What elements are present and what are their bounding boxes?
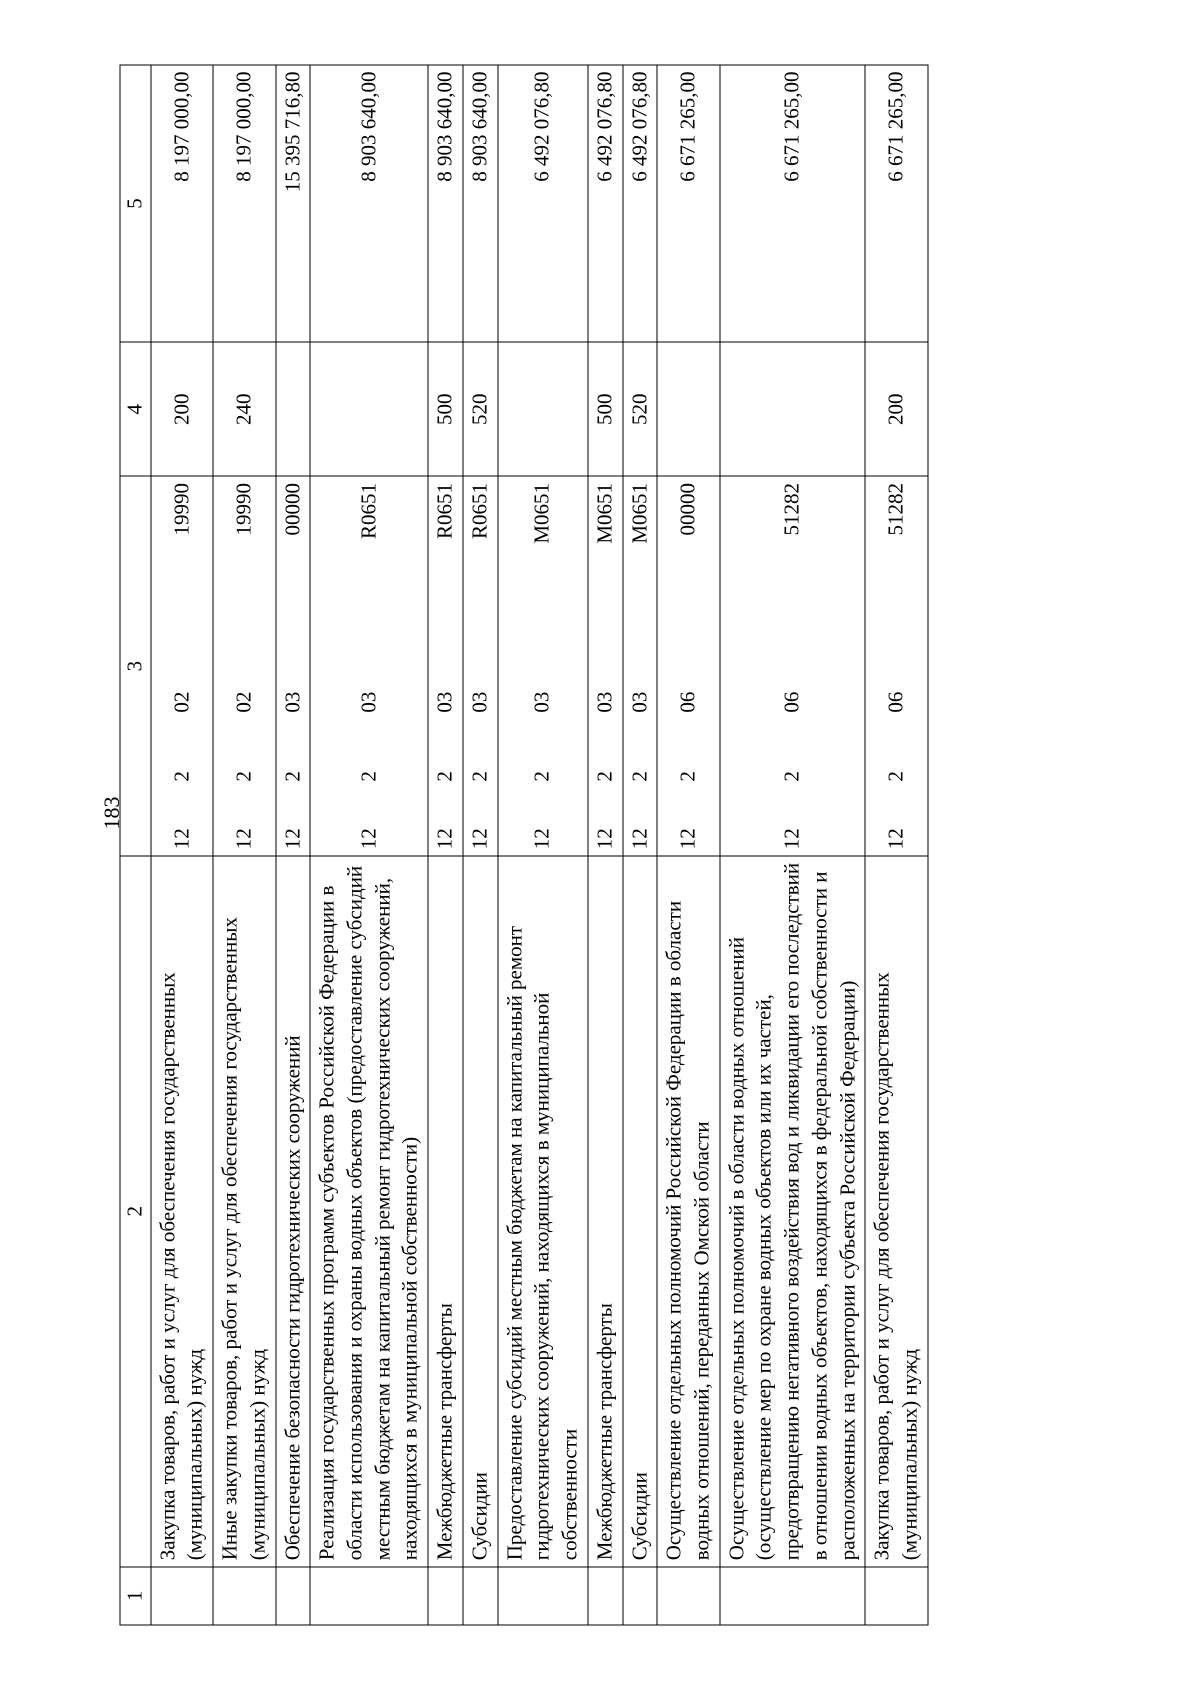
code-part: R0651 — [355, 482, 380, 539]
cell-col-1 — [213, 1566, 275, 1624]
code-part: 03 — [591, 691, 616, 713]
cell-col-1 — [275, 1566, 310, 1624]
code-part: 12 — [779, 827, 804, 849]
budget-code — [591, 482, 619, 848]
page-number: 183 — [99, 796, 124, 830]
code-spacer — [168, 602, 196, 642]
table-row — [657, 65, 719, 1625]
code-part: M0651 — [591, 482, 616, 544]
code-spacer — [279, 602, 307, 642]
code-spacer — [882, 602, 910, 642]
code-part: 02 — [231, 691, 256, 713]
cell-vr: 500 — [587, 342, 622, 476]
code-part: 2 — [279, 770, 304, 782]
code-part: 00000 — [279, 482, 304, 535]
code-part: 12 — [355, 827, 380, 849]
code-part: 03 — [529, 691, 554, 713]
cell-sum: 8 197 000,00 — [213, 65, 275, 342]
budget-code — [431, 482, 459, 848]
budget-code — [778, 482, 806, 848]
cell-name: Реализация государственных программ субъектов Российской Федерации в области использования и охраны водных объектов (предоставление субсидий местным бюджетам на капитальный ремонт гидротехнических сооружений, находящихся в муниципальной собственности) — [310, 855, 428, 1566]
table-row — [428, 65, 463, 1625]
code-part: 19990 — [231, 482, 256, 535]
cell-sum: 8 903 640,00 — [428, 65, 463, 342]
cell-code — [622, 476, 657, 855]
cell-vr — [657, 342, 719, 476]
cell-col-1 — [657, 1566, 719, 1624]
header-col-5: 5 — [120, 65, 151, 342]
code-part: 12 — [231, 827, 256, 849]
table-row — [150, 65, 212, 1625]
budget-table — [119, 64, 928, 1625]
cell-vr — [275, 342, 310, 476]
code-part: M0651 — [626, 482, 651, 544]
header-col-1: 1 — [120, 1566, 151, 1624]
budget-code — [466, 482, 494, 848]
code-part: 2 — [779, 770, 804, 782]
cell-vr: 200 — [150, 342, 212, 476]
budget-code — [230, 482, 258, 848]
cell-vr: 240 — [213, 342, 275, 476]
cell-name: Межбюджетные трансферты — [587, 855, 622, 1566]
cell-sum: 6 671 265,00 — [865, 65, 927, 342]
code-spacer — [591, 602, 619, 642]
budget-code — [279, 482, 307, 848]
code-part: 03 — [466, 691, 491, 713]
cell-code — [310, 476, 428, 855]
cell-name: Обеспечение безопасности гидротехнических сооружений — [275, 855, 310, 1566]
cell-code — [719, 476, 865, 855]
code-part: R0651 — [432, 482, 457, 539]
table-row — [622, 65, 657, 1625]
cell-code — [150, 476, 212, 855]
cell-col-1 — [428, 1566, 463, 1624]
cell-sum: 6 492 076,80 — [587, 65, 622, 342]
cell-col-1 — [462, 1566, 497, 1624]
code-part: 03 — [626, 691, 651, 713]
budget-table-container — [119, 64, 1105, 1625]
budget-code — [882, 482, 910, 848]
cell-name: Осуществление отдельных полномочий в области водных отношений (осуществление мер по охране водных объектов или их частей, предотвращению негативного воздействия вод и ликвидации его последствий в отношении водных объектов, находящихся в федеральной собственности и расположенных на территории субъекта Российской Федерации) — [719, 855, 865, 1566]
cell-col-1 — [865, 1566, 927, 1624]
budget-code — [168, 482, 196, 848]
code-part: 2 — [529, 770, 554, 782]
code-spacer — [778, 602, 806, 642]
code-part: 12 — [168, 827, 193, 849]
table-row — [462, 65, 497, 1625]
code-spacer — [528, 602, 556, 642]
code-part: 03 — [279, 691, 304, 713]
cell-name: Осуществление отдельных полномочий Российской Федерации в области водных отношений, переданных Омской области — [657, 855, 719, 1566]
code-part: 2 — [675, 770, 700, 782]
cell-sum: 8 903 640,00 — [310, 65, 428, 342]
cell-col-1 — [497, 1566, 587, 1624]
code-spacer — [230, 602, 258, 642]
cell-code — [587, 476, 622, 855]
code-part: 12 — [432, 827, 457, 849]
code-part: 12 — [529, 827, 554, 849]
code-part: 2 — [355, 770, 380, 782]
code-part: 2 — [883, 770, 908, 782]
cell-sum: 15 395 716,80 — [275, 65, 310, 342]
cell-col-1 — [587, 1566, 622, 1624]
cell-vr — [497, 342, 587, 476]
cell-name: Предоставление субсидий местным бюджетам на капитальный ремонт гидротехнических сооружений, находящихся в муниципальной собственности — [497, 855, 587, 1566]
table-row — [310, 65, 428, 1625]
cell-name: Межбюджетные трансферты — [428, 855, 463, 1566]
cell-name: Субсидии — [622, 855, 657, 1566]
budget-code — [528, 482, 556, 848]
cell-name: Закупка товаров, работ и услуг для обеспечения государственных (муниципальных) нужд — [150, 855, 212, 1566]
header-col-3: 3 — [120, 476, 151, 855]
code-part: 2 — [626, 770, 651, 782]
table-header-row — [120, 65, 151, 1625]
code-spacer — [355, 602, 383, 642]
table-row — [275, 65, 310, 1625]
table-row — [719, 65, 865, 1625]
table-row — [587, 65, 622, 1625]
cell-sum: 6 492 076,80 — [622, 65, 657, 342]
cell-name: Иные закупки товаров, работ и услуг для обеспечения государственных (муниципальных) нужд — [213, 855, 275, 1566]
cell-vr — [719, 342, 865, 476]
cell-vr: 520 — [622, 342, 657, 476]
code-part: M0651 — [529, 482, 554, 544]
cell-col-1 — [150, 1566, 212, 1624]
cell-code — [865, 476, 927, 855]
cell-sum: 6 492 076,80 — [497, 65, 587, 342]
code-part: 02 — [168, 691, 193, 713]
cell-col-1 — [719, 1566, 865, 1624]
code-part: 03 — [432, 691, 457, 713]
budget-code — [355, 482, 383, 848]
header-col-4: 4 — [120, 342, 151, 476]
cell-sum: 8 197 000,00 — [150, 65, 212, 342]
cell-code — [428, 476, 463, 855]
cell-sum: 8 903 640,00 — [462, 65, 497, 342]
budget-code — [674, 482, 702, 848]
cell-vr — [310, 342, 428, 476]
cell-sum: 6 671 265,00 — [719, 65, 865, 342]
cell-code — [497, 476, 587, 855]
cell-code — [275, 476, 310, 855]
code-part: 03 — [355, 691, 380, 713]
budget-code — [626, 482, 654, 848]
code-part: 12 — [883, 827, 908, 849]
code-part: 19990 — [168, 482, 193, 535]
cell-code — [657, 476, 719, 855]
code-part: 2 — [168, 770, 193, 782]
code-part: 00000 — [675, 482, 700, 535]
code-part: 12 — [466, 827, 491, 849]
code-part: 06 — [883, 691, 908, 713]
code-part: 2 — [591, 770, 616, 782]
code-spacer — [466, 602, 494, 642]
code-part: R0651 — [466, 482, 491, 539]
code-part: 12 — [591, 827, 616, 849]
code-part: 06 — [675, 691, 700, 713]
code-part: 12 — [675, 827, 700, 849]
table-row — [865, 65, 927, 1625]
code-part: 51282 — [779, 482, 804, 535]
code-part: 12 — [626, 827, 651, 849]
code-part: 2 — [466, 770, 491, 782]
code-spacer — [431, 602, 459, 642]
cell-col-1 — [622, 1566, 657, 1624]
cell-vr: 500 — [428, 342, 463, 476]
code-spacer — [626, 602, 654, 642]
cell-code — [462, 476, 497, 855]
code-spacer — [674, 602, 702, 642]
code-part: 12 — [279, 827, 304, 849]
code-part: 2 — [432, 770, 457, 782]
cell-sum: 6 671 265,00 — [657, 65, 719, 342]
cell-col-1 — [310, 1566, 428, 1624]
table-row — [213, 65, 275, 1625]
cell-name: Субсидии — [462, 855, 497, 1566]
code-part: 51282 — [883, 482, 908, 535]
code-part: 2 — [231, 770, 256, 782]
cell-vr: 200 — [865, 342, 927, 476]
code-part: 06 — [779, 691, 804, 713]
cell-name: Закупка товаров, работ и услуг для обеспечения государственных (муниципальных) нужд — [865, 855, 927, 1566]
header-col-2: 2 — [120, 855, 151, 1566]
cell-code — [213, 476, 275, 855]
table-row — [497, 65, 587, 1625]
cell-vr: 520 — [462, 342, 497, 476]
